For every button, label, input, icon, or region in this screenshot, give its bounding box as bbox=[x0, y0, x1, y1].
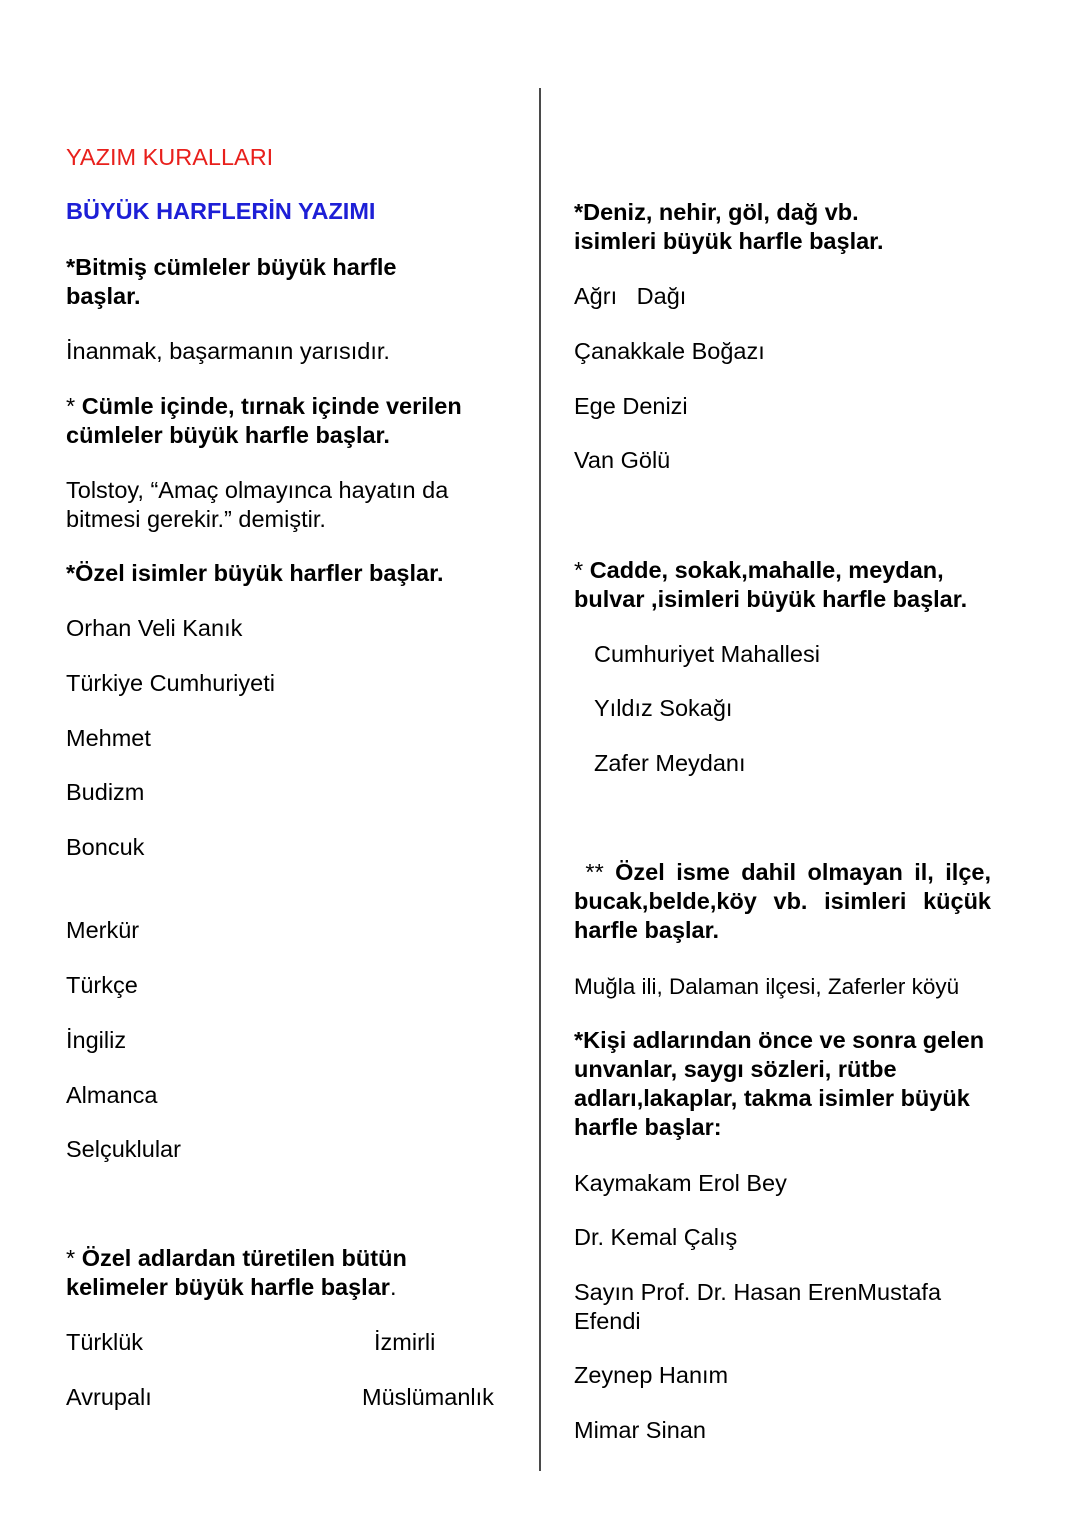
column-divider bbox=[539, 88, 541, 1471]
rule-street-names-text: Cadde, sokak,mahalle, meydan, bulvar ,isimleri büyük harfle başlar. bbox=[574, 557, 968, 612]
rule-geographic-names: *Deniz, nehir, göl, dağ vb. isimleri büyük harfle başlar. bbox=[574, 199, 884, 254]
list-item: Cumhuriyet Mahallesi bbox=[594, 641, 820, 667]
list-item: Türklük bbox=[66, 1329, 144, 1355]
list-item: Türkiye Cumhuriyeti bbox=[66, 670, 275, 696]
list-item: Ağrı Dağı bbox=[574, 283, 687, 309]
rule-street-names bbox=[574, 556, 999, 614]
section-heading: BÜYÜK HARFLERİN YAZIMI bbox=[66, 198, 376, 224]
rule-quoted-sentence bbox=[66, 392, 506, 450]
rule-period: . bbox=[389, 1274, 397, 1300]
list-item: Boncuk bbox=[66, 834, 145, 860]
list-item: Van Gölü bbox=[574, 447, 671, 473]
rule-star: * bbox=[66, 1245, 82, 1271]
list-item: Mehmet bbox=[66, 725, 151, 751]
list-item: Türkçe bbox=[66, 972, 138, 998]
rule-administrative-units bbox=[574, 858, 991, 945]
list-item: Sayın Prof. Dr. Hasan ErenMustafa Efendi bbox=[574, 1279, 942, 1334]
list-item: Almanca bbox=[66, 1082, 158, 1108]
example-administrative-units: Muğla ili, Dalaman ilçesi, Zaferler köyü bbox=[574, 974, 960, 999]
example-sentence-start: İnanmak, başarmanın yarısıdır. bbox=[66, 338, 390, 364]
list-item: Dr. Kemal Çalış bbox=[574, 1224, 738, 1250]
rule-star: ** bbox=[574, 859, 616, 885]
rule-derived-words bbox=[66, 1244, 446, 1302]
example-quoted-sentence: Tolstoy, “Amaç olmayınca hayatın da bitmesi gerekir.” demiştir. bbox=[66, 477, 449, 532]
list-item: Müslümanlık bbox=[362, 1384, 494, 1410]
rule-star: * bbox=[574, 557, 590, 583]
list-item: Yıldız Sokağı bbox=[594, 695, 733, 721]
list-item: Çanakkale Boğazı bbox=[574, 338, 765, 364]
rule-sentence-start: *Bitmiş cümleler büyük harfle başlar. bbox=[66, 254, 397, 309]
rule-administrative-units-text: Özel isme dahil olmayan il, ilçe, bucak,belde,köy vb. isimleri küçük harfle başlar. bbox=[574, 859, 991, 943]
page-title: YAZIM KURALLARI bbox=[66, 144, 274, 170]
list-item: İzmirli bbox=[374, 1329, 436, 1355]
list-item: Ege Denizi bbox=[574, 393, 688, 419]
list-item: İngiliz bbox=[66, 1027, 127, 1053]
list-item: Zafer Meydanı bbox=[594, 750, 746, 776]
list-item: Kaymakam Erol Bey bbox=[574, 1170, 787, 1196]
rule-titles: *Kişi adlarından önce ve sonra gelen unvanlar, saygı sözleri, rütbe adları,lakaplar, takma isimler büyük harfle başlar: bbox=[574, 1027, 985, 1140]
list-item: Avrupalı bbox=[66, 1384, 152, 1410]
list-item: Orhan Veli Kanık bbox=[66, 615, 243, 641]
list-item: Merkür bbox=[66, 917, 140, 943]
rule-quoted-sentence-text: Cümle içinde, tırnak içinde verilen cümleler büyük harfle başlar. bbox=[66, 393, 462, 448]
rule-derived-words-text: Özel adlardan türetilen bütün kelimeler büyük harfle başlar bbox=[66, 1245, 407, 1300]
rule-star: * bbox=[66, 393, 82, 419]
list-item: Zeynep Hanım bbox=[574, 1362, 729, 1388]
rule-proper-nouns: *Özel isimler büyük harfler başlar. bbox=[66, 560, 444, 586]
list-item: Selçuklular bbox=[66, 1136, 181, 1162]
list-item: Budizm bbox=[66, 779, 145, 805]
list-item: Mimar Sinan bbox=[574, 1417, 706, 1443]
